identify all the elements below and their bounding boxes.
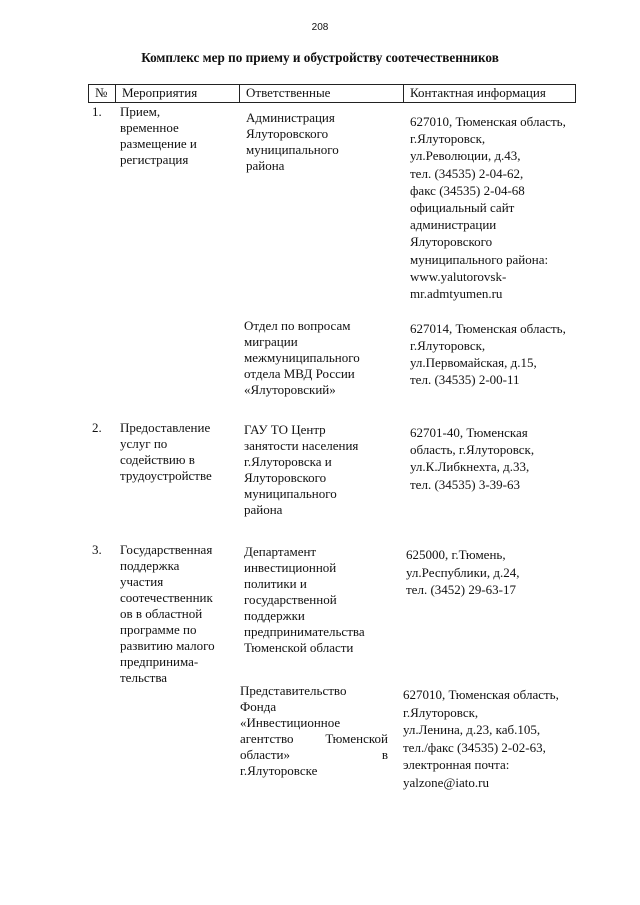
row-1-measure-line: Прием, (120, 104, 161, 119)
row-3-measure-line: предпринима- (120, 654, 199, 669)
row-2-entry-1-responsible (244, 422, 358, 518)
responsible-line: отдела МВД России (244, 366, 355, 381)
contact-line: тел./факс (34535) 2-02-63, (403, 739, 546, 755)
row-1-measure-line: регистрация (120, 152, 189, 167)
contact-line: 62701-40, Тюменская (410, 425, 528, 440)
contact-line: Ялуторовского (410, 234, 493, 250)
responsible-line: миграции (244, 334, 298, 349)
responsible-line: Департамент (244, 544, 317, 559)
row-1-entry-1-responsible (246, 110, 339, 174)
header-responsible: Ответственные (239, 84, 403, 102)
row-3-num: 3. (92, 542, 102, 557)
row-1-entry-2-responsible (244, 318, 360, 398)
responsible-line: района (246, 158, 285, 173)
contact-line: тел. (34535) 2-04-62, (410, 165, 524, 181)
row-1-num: 1. (92, 104, 102, 119)
responsible-line: Ялуторовского (244, 470, 327, 485)
row-3-entry-1-contact (406, 546, 520, 599)
contact-line: 627014, Тюменская область, (410, 321, 566, 336)
responsible-word: области» (240, 747, 290, 762)
contact-line: 625000, г.Тюмень, (406, 547, 506, 562)
row-3-measure-line: ов в областной (120, 606, 203, 621)
row-2-measure-line: услуг по (120, 436, 168, 451)
responsible-line-justified (240, 731, 388, 747)
responsible-line: Тюменской области (244, 640, 354, 655)
contact-line: г.Ялуторовск, (403, 704, 479, 720)
responsible-line: межмуниципального (244, 350, 360, 365)
row-3-entry-2-responsible (240, 683, 388, 779)
responsible-line: Фонда (240, 699, 277, 714)
row-2-measure (120, 420, 212, 484)
contact-line: 627010, Тюменская область, (410, 114, 566, 129)
contact-line: yalzone@iato.ru (403, 774, 489, 790)
contact-line: г.Ялуторовск, (410, 131, 486, 147)
responsible-line: района (244, 502, 283, 517)
row-2-measure-line: содействию в (120, 452, 195, 467)
row-3-measure-line: Государственная (120, 542, 213, 557)
responsible-word: агентство (240, 731, 294, 746)
contact-line: ул.Революции, д.43, (410, 148, 521, 164)
row-3-measure-line: развитию малого (120, 638, 215, 653)
contact-line: официальный сайт (410, 200, 515, 216)
contact-line: тел. (34535) 2-00-11 (410, 372, 520, 387)
responsible-line: инвестиционной (244, 560, 337, 575)
page-number: 208 (311, 22, 329, 33)
row-1-entry-2-contact (410, 320, 566, 388)
responsible-line: предпринимательства (244, 624, 365, 639)
responsible-line: государственной (244, 592, 337, 607)
row-3-measure-line: соотечественник (120, 590, 213, 605)
contact-line: электронная почта: (403, 757, 510, 772)
row-1-measure (120, 104, 197, 168)
header-measures: Мероприятия (115, 84, 239, 102)
row-1-entry-1-contact (410, 113, 566, 302)
responsible-line: г.Ялуторовске (240, 763, 318, 778)
row-3-entry-2-contact (403, 686, 559, 791)
row-3-measure-line: участия (120, 574, 164, 589)
responsible-line: «Ялуторовский» (244, 382, 336, 397)
row-2-measure-line: трудоустройстве (120, 468, 212, 483)
responsible-line: поддержки (244, 608, 305, 623)
header-rule-bottom (88, 102, 576, 103)
row-3-measure-line: поддержка (120, 558, 180, 573)
contact-line: www.yalutorovsk- (410, 268, 507, 284)
row-2-measure-line: Предоставление (120, 420, 211, 435)
document-title: Комплекс мер по приему и обустройству соотечественников (141, 50, 499, 65)
row-2-num: 2. (92, 420, 102, 435)
responsible-line: Администрация (246, 110, 335, 125)
responsible-line: занятости населения (244, 438, 359, 453)
contact-line: ул.К.Либкнехта, д.33, (410, 459, 530, 475)
contact-line: факс (34535) 2-04-68 (410, 182, 525, 198)
contact-line: область, г.Ялуторовск, (410, 442, 535, 458)
responsible-line: политики и (244, 576, 307, 591)
responsible-word: Тюменской (325, 731, 388, 746)
responsible-line: ГАУ ТО Центр (244, 422, 326, 437)
responsible-line: Ялуторовского (246, 126, 329, 141)
responsible-line: г.Ялуторовска и (244, 454, 332, 469)
responsible-line: Представительство (240, 683, 347, 698)
contact-line: ул.Республики, д.24, (406, 564, 520, 580)
responsible-line: «Инвестиционное (240, 715, 341, 730)
row-3-measure-line: программе по (120, 622, 197, 637)
contact-line: ул.Первомайская, д.15, (410, 355, 537, 370)
contact-line: тел. (3452) 29-63-17 (406, 582, 517, 597)
row-3-measure (120, 542, 215, 686)
contact-line: г.Ялуторовск, (410, 338, 486, 353)
row-1-measure-line: размещение и (120, 136, 197, 151)
contact-line: mr.admtyumen.ru (410, 286, 503, 302)
responsible-line: муниципального (246, 142, 339, 157)
responsible-line: Отдел по вопросам (244, 318, 351, 333)
contact-line: ул.Ленина, д.23, каб.105, (403, 722, 541, 737)
row-3-measure-line: тельства (120, 670, 168, 685)
row-1-measure-line: временное (120, 120, 179, 135)
contact-line: администрации (410, 217, 497, 233)
contact-line: муниципального района: (410, 251, 549, 267)
contact-line: тел. (34535) 3-39-63 (410, 476, 521, 492)
row-3-entry-1-responsible (244, 544, 365, 656)
responsible-word: в (381, 747, 388, 762)
header-num: № (88, 84, 115, 102)
row-2-entry-1-contact (410, 424, 534, 493)
responsible-line-justified (240, 747, 388, 763)
responsible-line: муниципального (244, 486, 337, 501)
contact-line: 627010, Тюменская область, (403, 687, 559, 702)
header-contact: Контактная информация (403, 84, 576, 102)
